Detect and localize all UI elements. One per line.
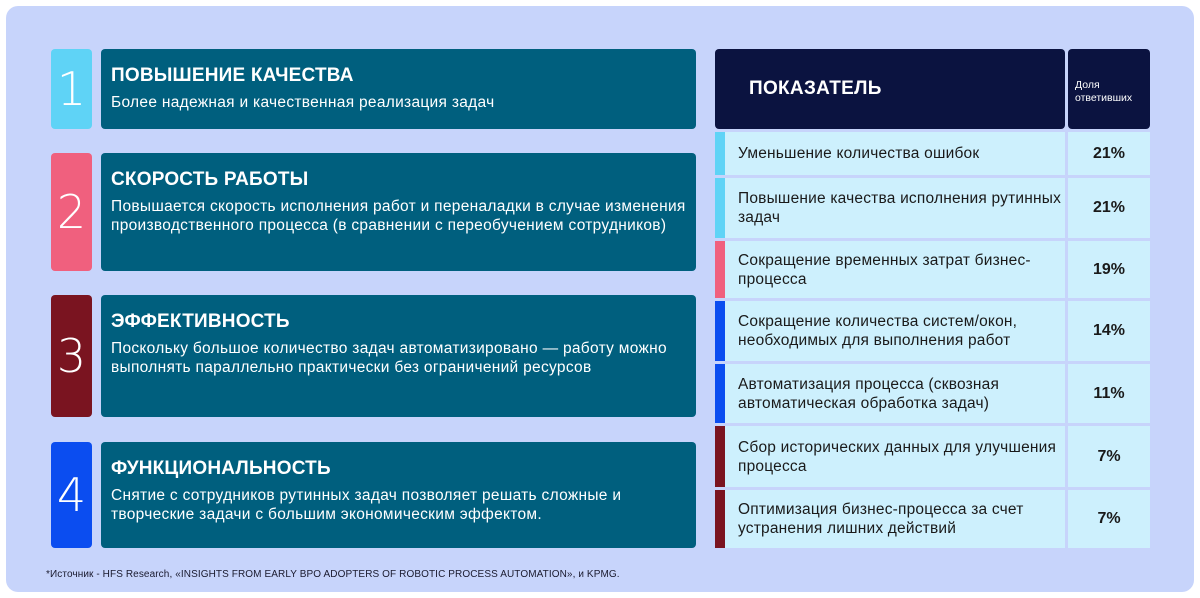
row-value: 14% bbox=[1068, 301, 1150, 361]
row-color-marker bbox=[715, 301, 725, 361]
row-label: Уменьшение количества ошибок bbox=[725, 132, 1065, 175]
table-row bbox=[715, 490, 1150, 548]
benefit-text: Поскольку большое количество задач автоматизировано — работу можно выполнять параллельно практически без ограничений ресурсов bbox=[111, 340, 667, 376]
benefit-title: ПОВЫШЕНИЕ КАЧЕСТВА bbox=[111, 65, 354, 86]
row-color-marker bbox=[715, 490, 725, 548]
benefit-number-1: 1 bbox=[51, 49, 92, 129]
row-value: 21% bbox=[1068, 132, 1150, 175]
row-label: Повышение качества исполнения рутинных задач bbox=[725, 178, 1065, 238]
row-color-marker bbox=[715, 426, 725, 487]
table-row bbox=[715, 364, 1150, 423]
row-label: Сокращение временных затрат бизнес-процесса bbox=[725, 241, 1065, 298]
row-color-marker bbox=[715, 241, 725, 298]
row-label: Сбор исторических данных для улучшения процесса bbox=[725, 426, 1065, 487]
benefit-text: Повышается скорость исполнения работ и переналадки в случае изменения производственного процесса (в сравнении с переобучением сотрудников) bbox=[111, 198, 686, 234]
row-value: 19% bbox=[1068, 241, 1150, 298]
table-row bbox=[715, 178, 1150, 238]
benefit-card-4 bbox=[101, 442, 696, 548]
row-label: Автоматизация процесса (сквозная автоматическая обработка задач) bbox=[725, 364, 1065, 423]
benefit-number-4: 4 bbox=[51, 442, 92, 548]
infographic-panel bbox=[6, 6, 1194, 592]
table-header-share: Доля ответивших bbox=[1068, 49, 1150, 129]
benefit-number-3: 3 bbox=[51, 295, 92, 417]
benefit-text: Снятие с сотрудников рутинных задач позволяет решать сложные и творческие задачи с большим экономическим эффектом. bbox=[111, 487, 622, 523]
row-value: 11% bbox=[1068, 364, 1150, 423]
benefit-title: ФУНКЦИОНАЛЬНОСТЬ bbox=[111, 458, 331, 479]
benefit-card-1 bbox=[101, 49, 696, 129]
row-value: 7% bbox=[1068, 490, 1150, 548]
benefit-card-3 bbox=[101, 295, 696, 417]
row-label: Сокращение количества систем/окон, необходимых для выполнения работ bbox=[725, 301, 1065, 361]
row-color-marker bbox=[715, 178, 725, 238]
benefit-card-2 bbox=[101, 153, 696, 271]
benefit-number-2: 2 bbox=[51, 153, 92, 271]
table-row bbox=[715, 301, 1150, 361]
row-label: Оптимизация бизнес-процесса за счет устранения лишних действий bbox=[725, 490, 1065, 548]
row-value: 7% bbox=[1068, 426, 1150, 487]
table-row bbox=[715, 132, 1150, 175]
source-footnote: *Источник - HFS Research, «INSIGHTS FROM EARLY BPO ADOPTERS OF ROBOTIC PROCESS AUTOMATION», и KPMG. bbox=[46, 569, 620, 580]
row-value: 21% bbox=[1068, 178, 1150, 238]
table-header-indicator: ПОКАЗАТЕЛЬ bbox=[715, 49, 1065, 129]
benefit-title: СКОРОСТЬ РАБОТЫ bbox=[111, 169, 309, 190]
table-row bbox=[715, 241, 1150, 298]
table-row bbox=[715, 426, 1150, 487]
row-color-marker bbox=[715, 364, 725, 423]
benefit-title: ЭФФЕКТИВНОСТЬ bbox=[111, 311, 290, 332]
row-color-marker bbox=[715, 132, 725, 175]
benefit-text: Более надежная и качественная реализация задач bbox=[111, 94, 495, 111]
